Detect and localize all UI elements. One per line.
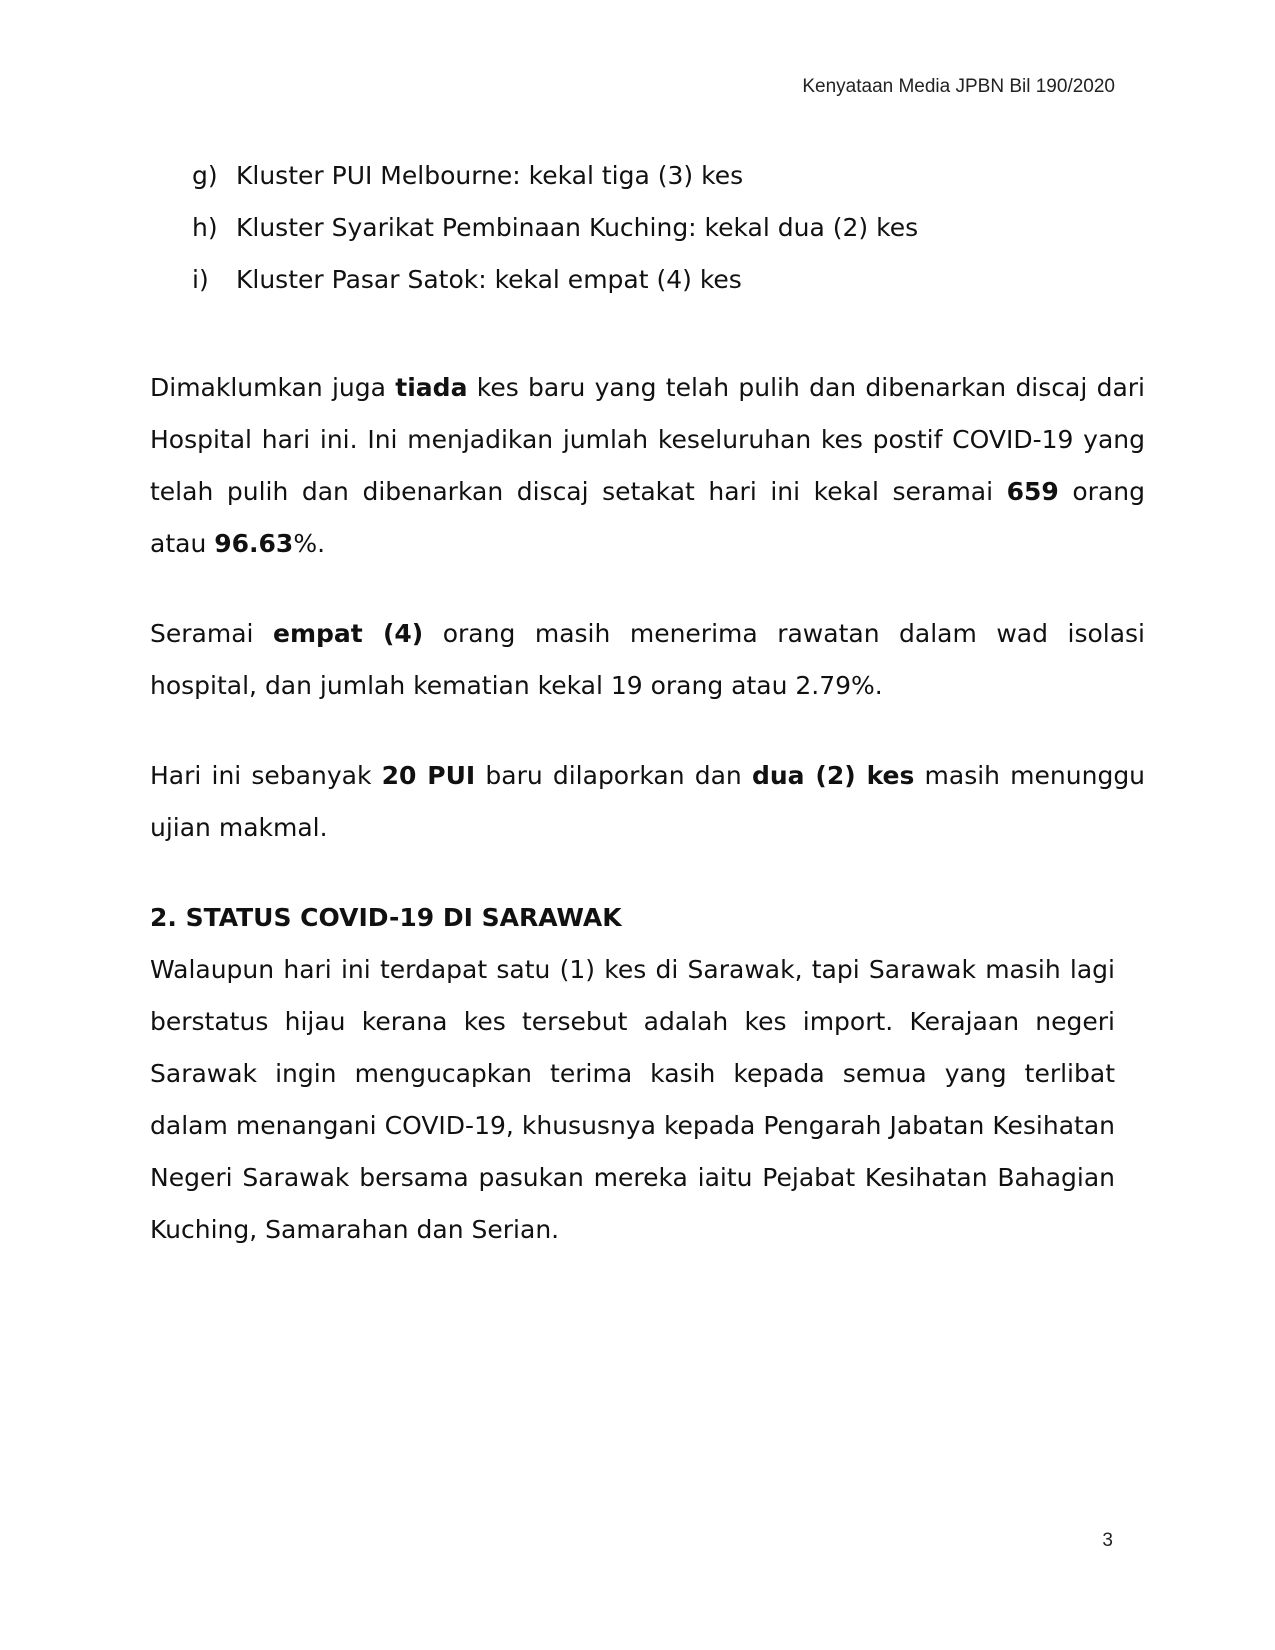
text-run: masih menunggu ujian makmal. (150, 761, 1146, 842)
section-paragraph: Walaupun hari ini terdapat satu (1) kes di Sarawak, tapi Sarawak masih lagi berstatus hijau kerana kes tersebut adalah kes import. Kerajaan negeri Sarawak ingin mengucapkan terima kasih kepada semua yang terlibat dalam menangani COVID-19, khususnya kepada Pengarah Jabatan Kesihatan Negeri Sarawak bersama pasukan mereka iaitu Pejabat Kesihatan Bahagian Kuching, Samarahan dan Serian. (150, 955, 1115, 1244)
list-marker: h) (192, 213, 218, 242)
section-title: 2. STATUS COVID-19 DI SARAWAK (150, 903, 622, 932)
text-run: baru dilaporkan dan (475, 761, 752, 790)
text-run: Dimaklumkan juga (150, 373, 396, 402)
list-item-text: Kluster Syarikat Pembinaan Kuching: kekal dua (2) kes (236, 213, 919, 242)
pui-paragraph (150, 750, 1145, 854)
recovery-paragraph (150, 362, 1145, 570)
text-run: %. (293, 529, 326, 558)
document-header: Kenyataan Media JPBN Bil 190/2020 (802, 76, 1115, 97)
bold-run: 659 (1006, 477, 1059, 506)
text-run: kes baru yang telah pulih dan dibenarkan discaj dari Hospital hari ini. Ini menjadikan jumlah keseluruhan kes postif COVID-19 yang telah pulih dan dibenarkan discaj setakat hari ini kekal seramai (150, 373, 1146, 506)
bold-run: 96.63 (214, 529, 294, 558)
document-body (150, 150, 1145, 1256)
treatment-paragraph (150, 608, 1145, 712)
text-run: Hari ini sebanyak (150, 761, 382, 790)
list-item (150, 150, 1145, 202)
list-item-text: Kluster PUI Melbourne: kekal tiga (3) kes (236, 161, 744, 190)
text-run: orang atau (150, 477, 1145, 558)
bold-run: tiada (395, 373, 468, 402)
list-marker: i) (192, 265, 209, 294)
page-number: 3 (1102, 1530, 1113, 1551)
text-run: Seramai (150, 619, 273, 648)
list-item (150, 254, 1145, 306)
cluster-list (150, 150, 1145, 306)
bold-run: empat (4) (272, 619, 424, 648)
text-run: orang masih menerima rawatan dalam wad isolasi hospital, dan jumlah kematian kekal 19 orang atau 2.79%. (150, 619, 1146, 700)
list-item (150, 202, 1145, 254)
bold-run: 20 PUI (381, 761, 476, 790)
bold-run: dua (2) kes (751, 761, 915, 790)
list-marker: g) (192, 161, 218, 190)
list-item-text: Kluster Pasar Satok: kekal empat (4) kes (236, 265, 742, 294)
